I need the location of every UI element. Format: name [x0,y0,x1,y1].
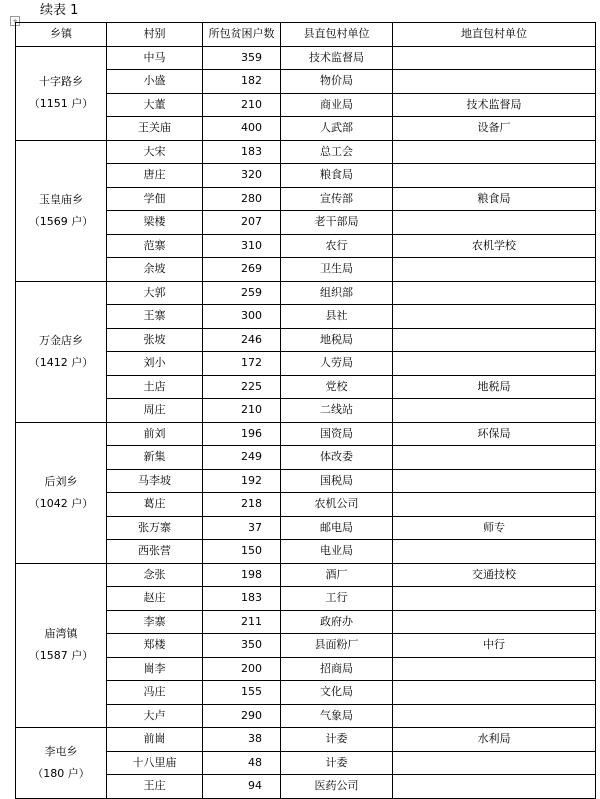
county-unit-cell: 县社 [281,305,393,329]
village-cell: 大郭 [107,281,203,305]
prefecture-unit-cell [393,446,596,470]
village-cell: 小盛 [107,70,203,94]
prefecture-unit-cell [393,281,596,305]
count-cell: 198 [203,563,281,587]
county-unit-cell: 人武部 [281,117,393,141]
county-unit-cell: 国资局 [281,422,393,446]
count-cell: 290 [203,704,281,728]
town-households: （1569 户） [28,214,94,228]
village-cell: 大卢 [107,704,203,728]
village-cell: 西张营 [107,540,203,564]
county-unit-cell: 招商局 [281,657,393,681]
header-county-unit: 县直包村单位 [281,23,393,47]
count-cell: 280 [203,187,281,211]
village-cell: 念张 [107,563,203,587]
count-cell: 359 [203,46,281,70]
county-unit-cell: 政府办 [281,610,393,634]
town-cell [16,563,107,728]
count-cell: 269 [203,258,281,282]
county-unit-cell: 老干部局 [281,211,393,235]
town-name: 玉皇庙乡 [39,192,83,206]
header-prefecture-unit: 地直包村单位 [393,23,596,47]
count-cell: 37 [203,516,281,540]
count-cell: 94 [203,775,281,799]
village-cell: 范寨 [107,234,203,258]
prefecture-unit-cell [393,540,596,564]
village-cell: 前刘 [107,422,203,446]
county-unit-cell: 酒厂 [281,563,393,587]
town-households: （1151 户） [28,97,94,110]
county-unit-cell: 文化局 [281,681,393,705]
village-cell: 学佃 [107,187,203,211]
county-unit-cell: 邮电局 [281,516,393,540]
prefecture-unit-cell [393,70,596,94]
county-unit-cell: 粮食局 [281,164,393,188]
prefecture-unit-cell: 粮食局 [393,187,596,211]
count-cell: 150 [203,540,281,564]
count-cell: 207 [203,211,281,235]
prefecture-unit-cell: 环保局 [393,422,596,446]
table-row [16,728,596,752]
county-unit-cell: 二线站 [281,399,393,423]
prefecture-unit-cell: 师专 [393,516,596,540]
village-cell: 梁楼 [107,211,203,235]
village-cell: 崗李 [107,657,203,681]
prefecture-unit-cell: 水利局 [393,728,596,752]
village-cell: 土店 [107,375,203,399]
village-cell: 周庄 [107,399,203,423]
village-cell: 张坡 [107,328,203,352]
county-unit-cell: 国税局 [281,469,393,493]
town-cell [16,728,107,799]
county-unit-cell: 卫生局 [281,258,393,282]
village-cell: 刘小 [107,352,203,376]
town-name: 十字路乡 [39,75,83,88]
county-unit-cell: 体改委 [281,446,393,470]
town-cell [16,422,107,563]
county-unit-cell: 商业局 [281,93,393,117]
count-cell: 38 [203,728,281,752]
prefecture-unit-cell [393,469,596,493]
prefecture-unit-cell: 中行 [393,634,596,658]
village-cell: 郑楼 [107,634,203,658]
prefecture-unit-cell [393,164,596,188]
prefecture-unit-cell: 技术监督局 [393,93,596,117]
prefecture-unit-cell [393,587,596,611]
town-name: 万金店乡 [39,333,83,347]
count-cell: 183 [203,140,281,164]
village-cell: 王庄 [107,775,203,799]
prefecture-unit-cell: 交通技校 [393,563,596,587]
county-unit-cell: 医药公司 [281,775,393,799]
count-cell: 183 [203,587,281,611]
town-households: （180 户） [32,766,90,780]
count-cell: 200 [203,657,281,681]
village-cell: 十八里庙 [107,751,203,775]
count-cell: 259 [203,281,281,305]
county-unit-cell: 人劳局 [281,352,393,376]
count-cell: 210 [203,93,281,117]
county-unit-cell: 工行 [281,587,393,611]
county-unit-cell: 地税局 [281,328,393,352]
prefecture-unit-cell: 设备厂 [393,117,596,141]
town-name: 李屯乡 [44,744,78,758]
prefecture-unit-cell [393,211,596,235]
town-name: 后刘乡 [44,474,78,488]
village-cell: 葛庄 [107,493,203,517]
county-unit-cell: 党校 [281,375,393,399]
header-village: 村别 [107,23,203,47]
prefecture-unit-cell: 地税局 [393,375,596,399]
count-cell: 48 [203,751,281,775]
prefecture-unit-cell [393,610,596,634]
prefecture-unit-cell [393,328,596,352]
prefecture-unit-cell [393,305,596,329]
village-cell: 大董 [107,93,203,117]
county-unit-cell: 计委 [281,751,393,775]
village-cell: 中马 [107,46,203,70]
prefecture-unit-cell [393,493,596,517]
count-cell: 182 [203,70,281,94]
village-cell: 余坡 [107,258,203,282]
prefecture-unit-cell: 农机学校 [393,234,596,258]
count-cell: 350 [203,634,281,658]
table-row [16,140,596,164]
count-cell: 225 [203,375,281,399]
count-cell: 192 [203,469,281,493]
county-unit-cell: 宣传部 [281,187,393,211]
county-unit-cell: 气象局 [281,704,393,728]
village-cell: 大宋 [107,140,203,164]
county-unit-cell: 组织部 [281,281,393,305]
village-cell: 赵庄 [107,587,203,611]
count-cell: 210 [203,399,281,423]
prefecture-unit-cell [393,775,596,799]
town-name: 庙湾镇 [44,627,78,641]
count-cell: 310 [203,234,281,258]
town-households: （1587 户） [28,649,94,663]
header-household-count: 所包贫困户数 [203,23,281,47]
prefecture-unit-cell [393,704,596,728]
village-cell: 新集 [107,446,203,470]
prefecture-unit-cell [393,258,596,282]
village-cell: 王关庙 [107,117,203,141]
town-cell [16,46,107,140]
town-cell [16,140,107,281]
prefecture-unit-cell [393,399,596,423]
count-cell: 172 [203,352,281,376]
county-unit-cell: 农机公司 [281,493,393,517]
table-body [16,46,596,798]
prefecture-unit-cell [393,681,596,705]
table-row [16,281,596,305]
village-cell: 李寨 [107,610,203,634]
town-households: （1412 户） [28,355,94,369]
table-move-handle-icon[interactable]: + [10,16,20,26]
village-cell: 前崗 [107,728,203,752]
county-unit-cell: 农行 [281,234,393,258]
count-cell: 155 [203,681,281,705]
prefecture-unit-cell [393,140,596,164]
count-cell: 196 [203,422,281,446]
county-unit-cell: 物价局 [281,70,393,94]
count-cell: 246 [203,328,281,352]
county-unit-cell: 县面粉厂 [281,634,393,658]
county-unit-cell: 总工会 [281,140,393,164]
count-cell: 211 [203,610,281,634]
table-row [16,46,596,70]
table-caption: 续表 1 [40,3,79,18]
header-town: 乡镇 [16,23,107,47]
town-households: （1042 户） [28,496,94,510]
village-cell: 张万寨 [107,516,203,540]
town-cell [16,281,107,422]
count-cell: 320 [203,164,281,188]
count-cell: 300 [203,305,281,329]
count-cell: 400 [203,117,281,141]
prefecture-unit-cell [393,657,596,681]
village-cell: 王寨 [107,305,203,329]
county-unit-cell: 计委 [281,728,393,752]
prefecture-unit-cell [393,352,596,376]
village-cell: 冯庄 [107,681,203,705]
prefecture-unit-cell [393,751,596,775]
village-cell: 唐庄 [107,164,203,188]
village-cell: 马李坡 [107,469,203,493]
poverty-assignment-table [15,22,596,799]
county-unit-cell: 电业局 [281,540,393,564]
count-cell: 249 [203,446,281,470]
county-unit-cell: 技术监督局 [281,46,393,70]
count-cell: 218 [203,493,281,517]
table-header-row [16,23,596,47]
prefecture-unit-cell [393,46,596,70]
table-row [16,563,596,587]
table-row [16,422,596,446]
